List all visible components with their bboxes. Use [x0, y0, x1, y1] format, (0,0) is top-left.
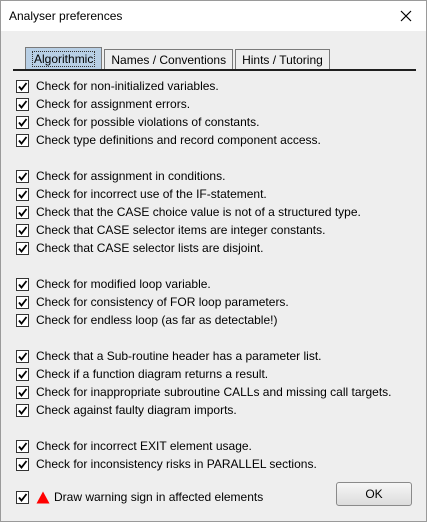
checkmark-icon [17, 459, 28, 470]
close-icon [400, 10, 412, 22]
check-option-row[interactable] [16, 365, 416, 383]
checkmark-icon [17, 117, 28, 128]
option-checkbox[interactable] [16, 98, 29, 111]
checkmark-icon [17, 315, 28, 326]
option-label: Check if a function diagram returns a result. [36, 367, 269, 381]
option-label: Check that CASE selector lists are disjoint. [36, 241, 264, 255]
tab-label: Names / Conventions [111, 53, 227, 67]
option-label: Check for assignment errors. [36, 97, 191, 111]
checkmark-icon [17, 207, 28, 218]
option-checkbox[interactable] [16, 440, 29, 453]
tab-names-conventions[interactable] [104, 49, 233, 69]
option-label: Check type definitions and record component access. [36, 133, 321, 147]
option-checkbox[interactable] [16, 350, 29, 363]
option-label: Check that a Sub-routine header has a parameter list. [36, 349, 322, 363]
checkmark-icon [17, 243, 28, 254]
option-label: Check for non-initialized variables. [36, 79, 219, 93]
option-checkbox[interactable] [16, 170, 29, 183]
checkmark-icon [17, 441, 28, 452]
option-label: Check for endless loop (as far as detectable!) [36, 313, 278, 327]
check-option-row[interactable] [16, 185, 416, 203]
check-option-row[interactable] [16, 311, 416, 329]
option-label: Check against faulty diagram imports. [36, 403, 237, 417]
check-option-row[interactable] [16, 455, 416, 473]
option-checkbox[interactable] [16, 278, 29, 291]
checkmark-icon [17, 189, 28, 200]
option-checkbox[interactable] [16, 242, 29, 255]
check-option-row[interactable] [16, 401, 416, 419]
option-label: Check for consistency of FOR loop parameters. [36, 295, 289, 309]
checkmark-icon [17, 387, 28, 398]
checkmark-icon [17, 225, 28, 236]
ok-button[interactable]: OK [336, 482, 412, 506]
option-label: Check for assignment in conditions. [36, 169, 226, 183]
checkmark-icon [17, 405, 28, 416]
dialog-content [1, 31, 426, 521]
option-checkbox[interactable] [16, 188, 29, 201]
option-checkbox[interactable] [16, 368, 29, 381]
tab-strip [25, 47, 332, 69]
check-option-row[interactable] [16, 203, 416, 221]
option-label: Check for incorrect use of the IF-statement. [36, 187, 267, 201]
group-separator [16, 149, 416, 167]
close-button[interactable] [386, 1, 426, 31]
option-label: Check that the CASE choice value is not of a structured type. [36, 205, 361, 219]
check-option-row[interactable] [16, 293, 416, 311]
check-option-row[interactable] [16, 131, 416, 149]
option-checkbox[interactable] [16, 386, 29, 399]
check-option-row[interactable] [16, 77, 416, 95]
window-title: Analyser preferences [9, 9, 123, 23]
option-label: Check for incorrect EXIT element usage. [36, 439, 252, 453]
check-option-row[interactable] [16, 113, 416, 131]
warning-sign-checkbox[interactable] [16, 491, 29, 504]
option-label: Check for modified loop variable. [36, 277, 211, 291]
tab-label: Algorithmic [34, 52, 94, 66]
tab-label: Hints / Tutoring [242, 53, 323, 67]
check-option-row[interactable] [16, 347, 416, 365]
checkmark-icon [17, 81, 28, 92]
option-label: Check for inappropriate subroutine CALLs and missing call targets. [36, 385, 392, 399]
checks-list [16, 77, 416, 473]
checkmark-icon [17, 297, 28, 308]
group-separator [16, 419, 416, 437]
option-label: Check for inconsistency risks in PARALLEL sections. [36, 457, 317, 471]
checkmark-icon [17, 351, 28, 362]
option-checkbox[interactable] [16, 134, 29, 147]
option-checkbox[interactable] [16, 296, 29, 309]
group-separator [16, 329, 416, 347]
check-option-row[interactable] [16, 221, 416, 239]
option-checkbox[interactable] [16, 458, 29, 471]
tab-algorithmic[interactable] [25, 47, 102, 69]
option-checkbox[interactable] [16, 224, 29, 237]
tab-divider [13, 69, 416, 71]
check-option-row[interactable] [16, 239, 416, 257]
check-option-row[interactable] [16, 95, 416, 113]
option-checkbox[interactable] [16, 314, 29, 327]
option-label: Check that CASE selector items are integer constants. [36, 223, 326, 237]
check-option-row[interactable] [16, 437, 416, 455]
checkmark-icon [17, 369, 28, 380]
option-checkbox[interactable] [16, 80, 29, 93]
check-option-row[interactable] [16, 383, 416, 401]
check-option-row[interactable] [16, 167, 416, 185]
option-checkbox[interactable] [16, 404, 29, 417]
checkmark-icon [17, 135, 28, 146]
checkmark-icon [17, 171, 28, 182]
title-bar [1, 1, 426, 31]
warning-triangle-icon [36, 491, 50, 504]
check-option-row[interactable] [16, 275, 416, 293]
checkmark-icon [17, 279, 28, 290]
option-label: Check for possible violations of constants. [36, 115, 260, 129]
option-checkbox[interactable] [16, 206, 29, 219]
option-checkbox[interactable] [16, 116, 29, 129]
checkmark-icon [17, 99, 28, 110]
checkmark-icon [17, 492, 28, 503]
tab-hints-tutoring[interactable] [235, 49, 330, 69]
warning-sign-label: Draw warning sign in affected elements [54, 490, 264, 504]
group-separator [16, 257, 416, 275]
